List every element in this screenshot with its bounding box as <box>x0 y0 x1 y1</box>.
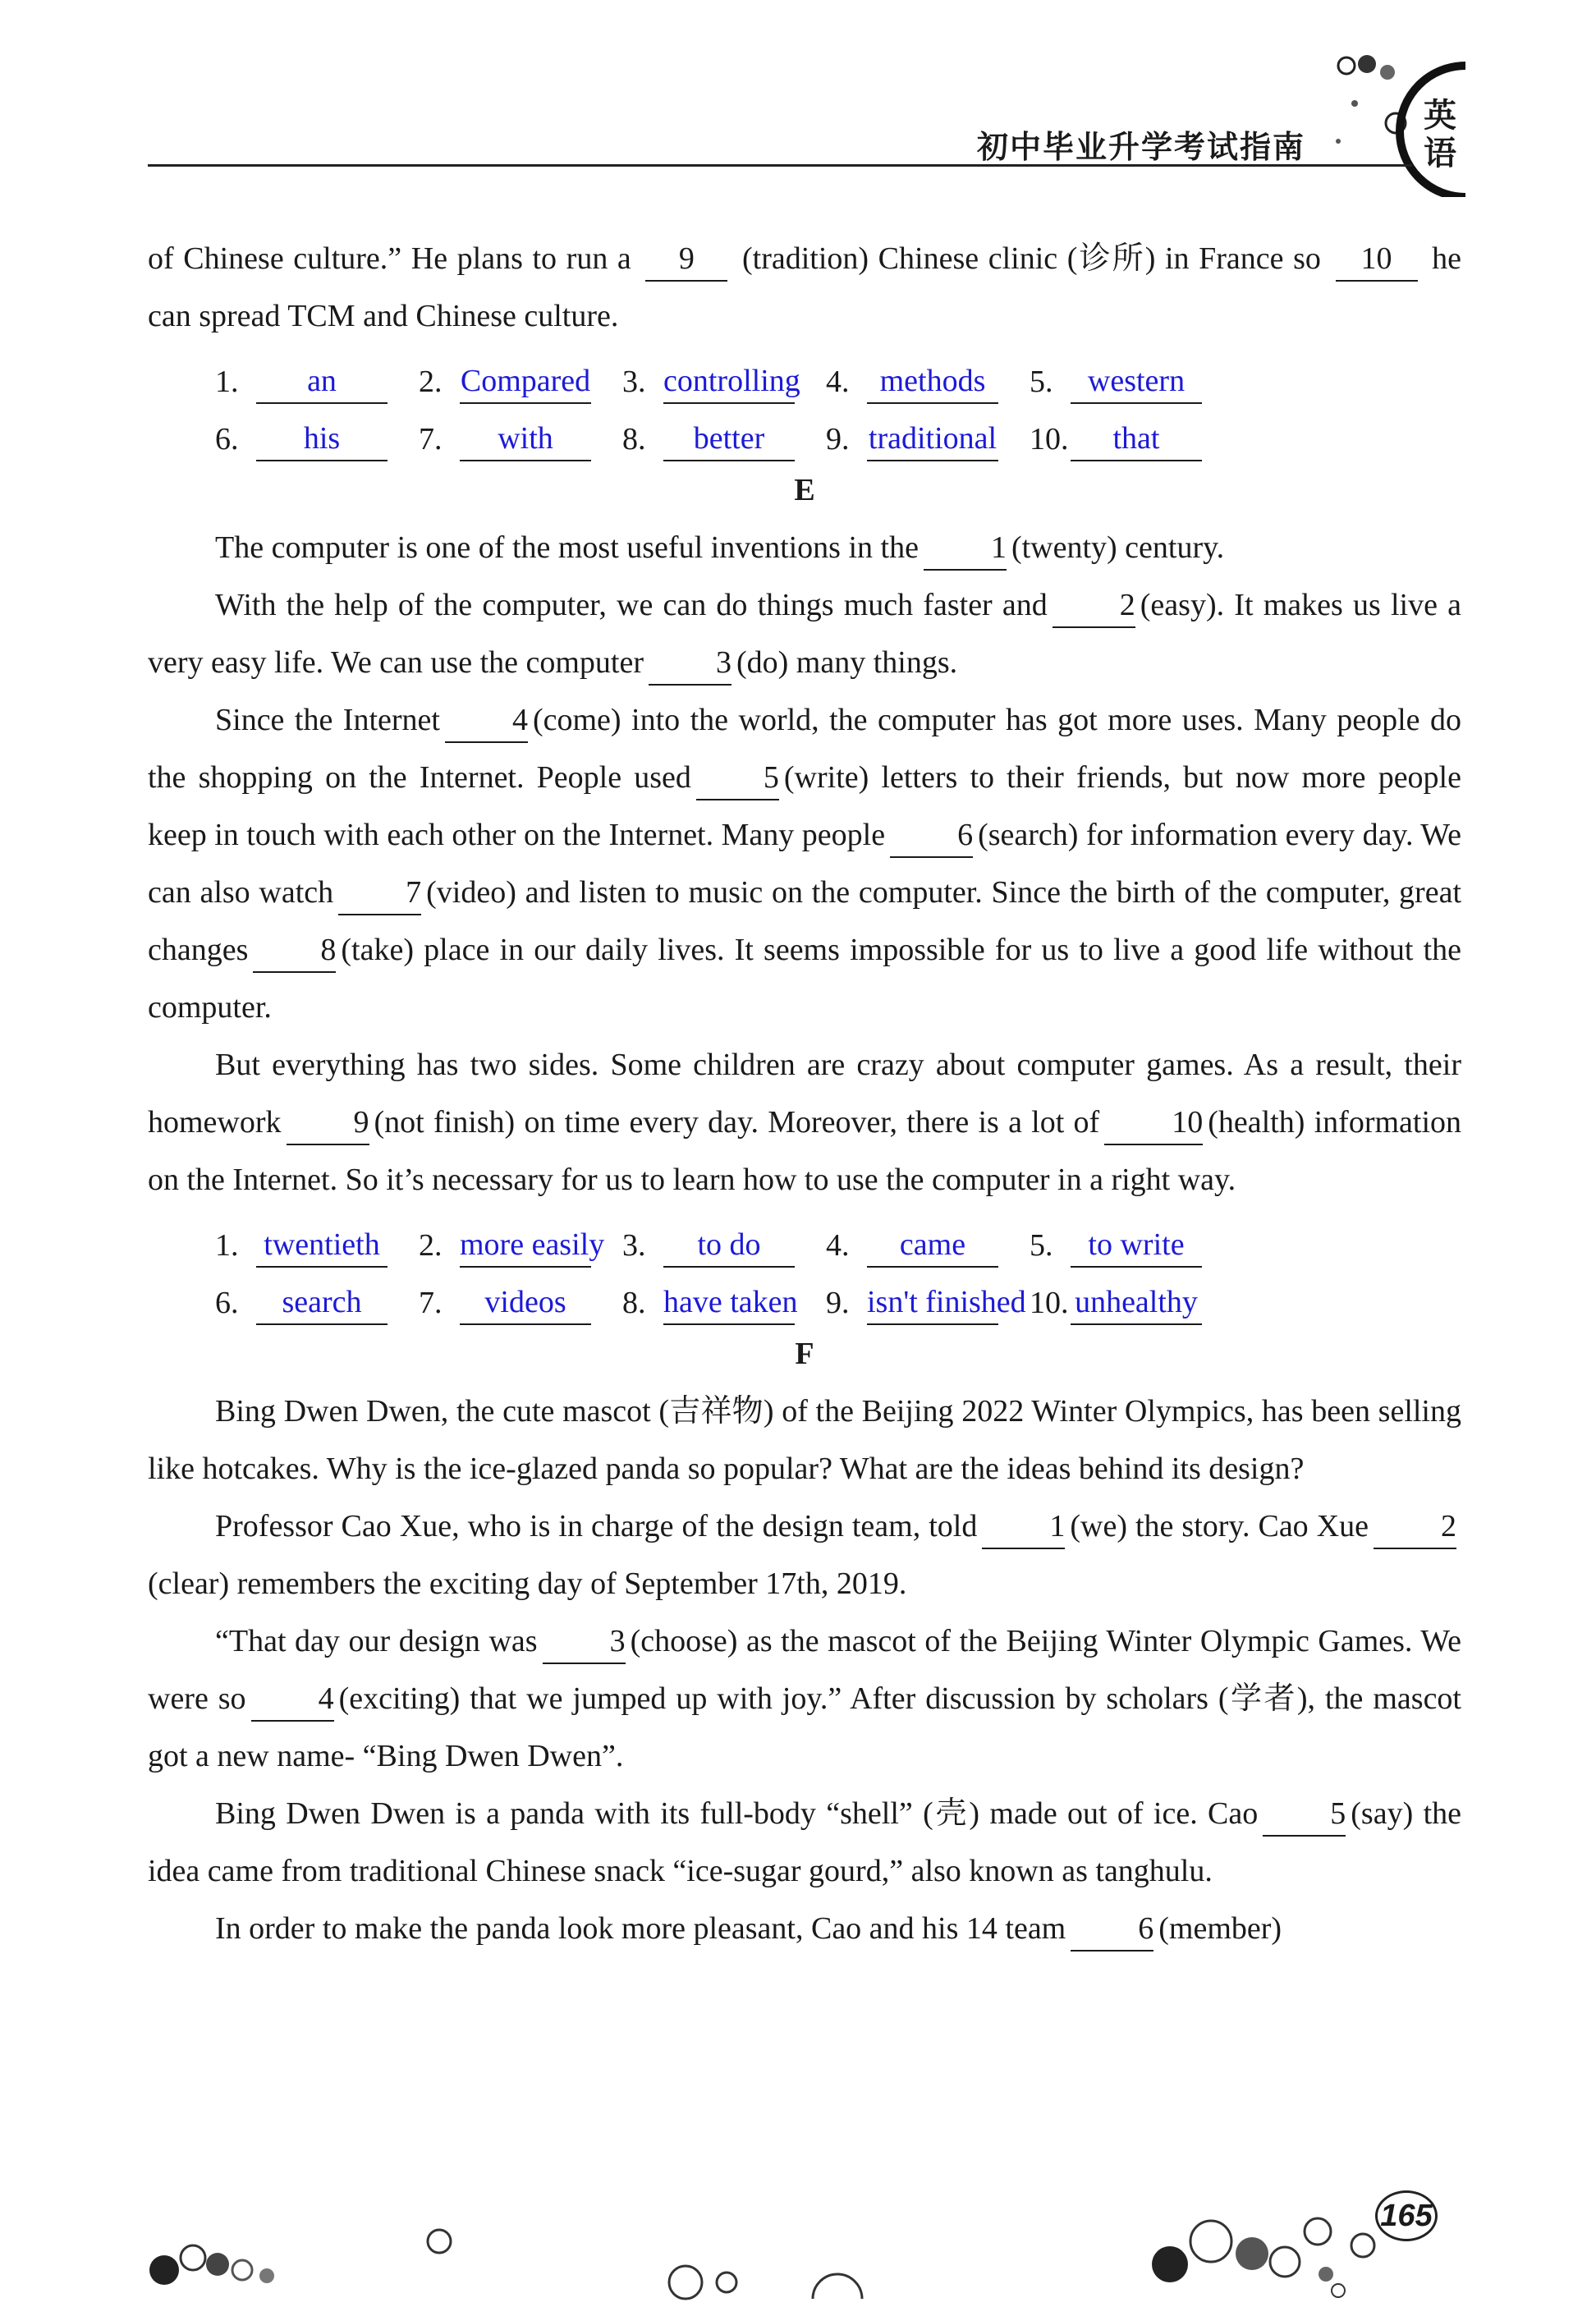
answers-section-e <box>215 1210 1461 1325</box>
answer-value: his <box>256 417 388 461</box>
answer-value: an <box>256 360 388 404</box>
answer-value: controlling <box>663 360 795 404</box>
blank: 2 <box>1053 584 1135 628</box>
answer-item: 7. videos <box>419 1281 622 1325</box>
answer-value: with <box>460 417 591 461</box>
book-title: 初中毕业升学考试指南 <box>977 129 1306 165</box>
answer-value: more easily <box>460 1223 591 1268</box>
answer-value: traditional <box>867 417 998 461</box>
answer-item: 4. came <box>826 1223 1030 1268</box>
answer-item: 7. with <box>419 417 622 461</box>
header-decoration <box>0 0 1596 197</box>
answer-item: 1. twentieth <box>215 1223 419 1268</box>
blank: 10 <box>1336 237 1418 282</box>
answer-item: 3. controlling <box>622 360 826 404</box>
answer-value: unhealthy <box>1071 1281 1202 1325</box>
paragraph: With the help of the computer, we can do things much faster and 2 (easy). It makes us live a very easy life. We can use the computer 3 (do) many things. <box>148 576 1461 691</box>
blank: 9 <box>287 1101 369 1145</box>
answer-item: 9. traditional <box>826 417 1030 461</box>
blank: 4 <box>445 699 528 743</box>
section-heading-e: E <box>794 473 815 507</box>
answer-value: Compared <box>460 360 591 404</box>
paragraph: “That day our design was 3 (choose) as the mascot of the Beijing Winter Olympic Games. We were so 4 (exciting) that we jumped up with joy.” After discussion by scholars (学者), the mascot got a new name- “Bing Dwen Dwen”. <box>148 1612 1461 1785</box>
answer-value: western <box>1071 360 1202 404</box>
answer-item: 2. more easily <box>419 1223 622 1268</box>
answer-value: isn't finished <box>867 1281 998 1325</box>
answer-item: 6. search <box>215 1281 419 1325</box>
answer-item: 1. an <box>215 360 419 404</box>
answer-value: better <box>663 417 795 461</box>
paragraph: But everything has two sides. Some children are crazy about computer games. As a result, their homework 9 (not finish) on time every day. Moreover, there is a lot of 10 (health) information on the Internet. So it’s necessary for us to learn how to use the computer in a right way. <box>148 1048 1462 1197</box>
answer-item: 3. to do <box>622 1223 826 1268</box>
answer-item: 6. his <box>215 417 419 461</box>
answer-value: have taken <box>663 1281 795 1325</box>
blank: 9 <box>645 237 727 282</box>
paragraph: Since the Internet 4 (come) into the world, the computer has got more uses. Many people do the shopping on the Internet. People used 5 (write) letters to their friends, but now more people keep in touch with each other on the Internet. Many people 6 (search) for information every day. We can also watch 7 (video) and listen to music on the computer. Since the birth of the computer, great changes 8 (take) place in our daily lives. It seems impossible for us to live a good life without the computer. <box>148 691 1461 1036</box>
blank: 1 <box>982 1505 1065 1549</box>
blank: 10 <box>1104 1101 1203 1145</box>
blank: 3 <box>543 1620 626 1664</box>
section-d-tail: of Chinese culture.” He plans to run a 9 (tradition) Chinese clinic (诊所) in France so 10 he can spread TCM and Chinese culture. <box>148 230 1461 345</box>
answer-value: twentieth <box>256 1223 388 1268</box>
paragraph: Professor Cao Xue, who is in charge of the design team, told 1 (we) the story. Cao Xue 2(clear) remembers the exciting day of September 17th, 2019. <box>148 1497 1461 1612</box>
subject-label: 英语 <box>1424 97 1456 172</box>
answer-item: 4. methods <box>826 360 1030 404</box>
blank: 6 <box>890 814 973 858</box>
answer-item: 5. to write <box>1030 1223 1233 1268</box>
blank: 1 <box>924 526 1007 571</box>
footer-bubbles-decoration <box>0 2118 1596 2307</box>
answer-item: 2. Compared <box>419 360 622 404</box>
page-content <box>148 230 1461 1957</box>
paragraph: Bing Dwen Dwen is a panda with its full-body “shell” (壳) made out of ice. Cao 5 (say) the idea came from traditional Chinese snack “ice-sugar gourd,” also known as tanghulu. <box>148 1785 1461 1900</box>
answer-item: 8. have taken <box>622 1281 826 1325</box>
blank: 2 <box>1374 1505 1456 1549</box>
blank: 7 <box>338 871 421 915</box>
paragraph: The computer is one of the most useful inventions in the 1 (twenty) century. <box>148 519 1461 576</box>
paragraph: Bing Dwen Dwen, the cute mascot (吉祥物) of the Beijing 2022 Winter Olympics, has been selling like hotcakes. Why is the ice-glazed panda so popular? What are the ideas behind its design? <box>148 1394 1461 1486</box>
answer-item: 10. unhealthy <box>1030 1281 1233 1325</box>
blank: 5 <box>1263 1792 1346 1837</box>
answer-value: to do <box>663 1223 795 1268</box>
answer-item: 8. better <box>622 417 826 461</box>
blank: 3 <box>649 641 732 686</box>
answer-value: to write <box>1071 1223 1202 1268</box>
page-number: 165 <box>1375 2190 1438 2241</box>
blank: 6 <box>1071 1907 1153 1952</box>
blank: 8 <box>253 929 336 973</box>
page-header <box>0 0 1596 197</box>
blank: 4 <box>251 1677 334 1722</box>
answer-value: methods <box>867 360 998 404</box>
answer-item: 5. western <box>1030 360 1233 404</box>
blank: 5 <box>696 756 779 800</box>
section-heading-f: F <box>795 1337 814 1371</box>
page-footer <box>0 2118 1596 2307</box>
answer-item: 10. that <box>1030 417 1233 461</box>
answer-value: came <box>867 1223 998 1268</box>
answer-value: that <box>1071 417 1202 461</box>
paragraph: In order to make the panda look more pleasant, Cao and his 14 team 6 (member) <box>148 1900 1461 1957</box>
answer-value: search <box>256 1281 388 1325</box>
answers-section-d <box>215 346 1461 461</box>
answer-item: 9. isn't finished <box>826 1281 1030 1325</box>
answer-value: videos <box>460 1281 591 1325</box>
